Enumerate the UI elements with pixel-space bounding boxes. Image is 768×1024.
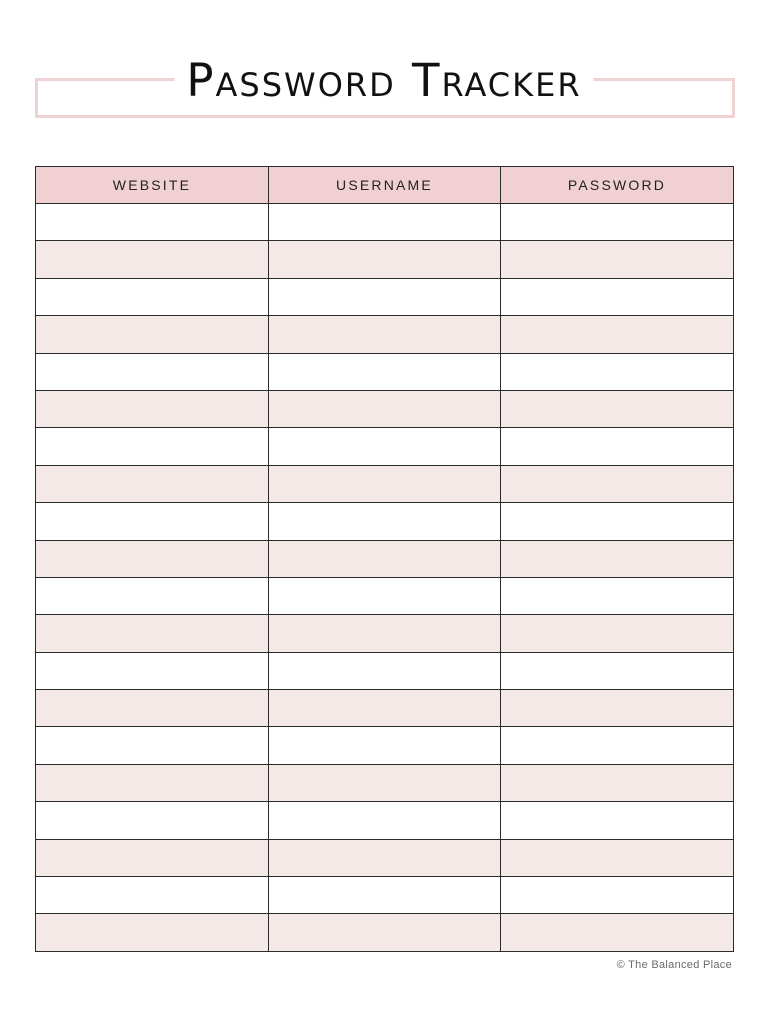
- table-cell-password[interactable]: [501, 839, 734, 876]
- table-cell-password[interactable]: [501, 727, 734, 764]
- table-cell-password[interactable]: [501, 241, 734, 278]
- title-block: [35, 56, 733, 118]
- table-cell-website[interactable]: [36, 839, 269, 876]
- table-cell-website[interactable]: [36, 727, 269, 764]
- table-cell-website[interactable]: [36, 877, 269, 914]
- table-cell-website[interactable]: [36, 615, 269, 652]
- table-cell-username[interactable]: [269, 390, 501, 427]
- table-row: [36, 540, 734, 577]
- table-row: [36, 839, 734, 876]
- table-cell-username[interactable]: [269, 353, 501, 390]
- table-cell-username[interactable]: [269, 764, 501, 801]
- table-cell-password[interactable]: [501, 353, 734, 390]
- table-cell-username[interactable]: [269, 540, 501, 577]
- credit-text: © The Balanced Place: [616, 959, 732, 971]
- table-row: [36, 465, 734, 502]
- table-cell-website[interactable]: [36, 540, 269, 577]
- password-table: [35, 166, 734, 952]
- table-cell-password[interactable]: [501, 540, 734, 577]
- table-cell-password[interactable]: [501, 652, 734, 689]
- table-row: [36, 278, 734, 315]
- table-cell-password[interactable]: [501, 465, 734, 502]
- table-cell-password[interactable]: [501, 690, 734, 727]
- table-row: [36, 241, 734, 278]
- table-cell-username[interactable]: [269, 615, 501, 652]
- column-header-password: PASSWORD: [501, 167, 734, 204]
- table-cell-username[interactable]: [269, 839, 501, 876]
- table-row: [36, 652, 734, 689]
- table-cell-username[interactable]: [269, 428, 501, 465]
- table-cell-username[interactable]: [269, 652, 501, 689]
- table-cell-website[interactable]: [36, 577, 269, 614]
- table-cell-website[interactable]: [36, 503, 269, 540]
- table-header: [36, 167, 734, 204]
- table-cell-password[interactable]: [501, 802, 734, 839]
- table-row: [36, 353, 734, 390]
- table-cell-website[interactable]: [36, 465, 269, 502]
- table-row: [36, 428, 734, 465]
- table-cell-password[interactable]: [501, 503, 734, 540]
- column-header-website: WEBSITE: [36, 167, 269, 204]
- header-row: [36, 167, 734, 204]
- table-cell-website[interactable]: [36, 428, 269, 465]
- table-row: [36, 802, 734, 839]
- table-cell-username[interactable]: [269, 204, 501, 241]
- table-cell-password[interactable]: [501, 204, 734, 241]
- table-cell-password[interactable]: [501, 390, 734, 427]
- table-cell-password[interactable]: [501, 615, 734, 652]
- table-row: [36, 690, 734, 727]
- table-cell-website[interactable]: [36, 353, 269, 390]
- table-cell-password[interactable]: [501, 316, 734, 353]
- column-header-username: USERNAME: [269, 167, 501, 204]
- table-row: [36, 727, 734, 764]
- table-cell-username[interactable]: [269, 316, 501, 353]
- table-row: [36, 204, 734, 241]
- table-cell-website[interactable]: [36, 204, 269, 241]
- table-row: [36, 316, 734, 353]
- table-row: [36, 877, 734, 914]
- page-title: Password Tracker: [174, 56, 593, 106]
- table-cell-username[interactable]: [269, 802, 501, 839]
- table-cell-website[interactable]: [36, 764, 269, 801]
- table-row: [36, 764, 734, 801]
- table-cell-username[interactable]: [269, 727, 501, 764]
- table-cell-username[interactable]: [269, 278, 501, 315]
- table-cell-username[interactable]: [269, 241, 501, 278]
- table-cell-username[interactable]: [269, 877, 501, 914]
- table-cell-website[interactable]: [36, 241, 269, 278]
- table-cell-website[interactable]: [36, 278, 269, 315]
- table-cell-password[interactable]: [501, 577, 734, 614]
- table-cell-website[interactable]: [36, 914, 269, 951]
- table-row: [36, 503, 734, 540]
- table-cell-password[interactable]: [501, 278, 734, 315]
- table-cell-website[interactable]: [36, 652, 269, 689]
- table-cell-website[interactable]: [36, 690, 269, 727]
- table-cell-password[interactable]: [501, 764, 734, 801]
- table-cell-username[interactable]: [269, 914, 501, 951]
- table-cell-username[interactable]: [269, 690, 501, 727]
- table-row: [36, 914, 734, 951]
- table-cell-username[interactable]: [269, 577, 501, 614]
- table-row: [36, 577, 734, 614]
- table-cell-website[interactable]: [36, 316, 269, 353]
- table-cell-username[interactable]: [269, 465, 501, 502]
- table-cell-password[interactable]: [501, 428, 734, 465]
- table-row: [36, 615, 734, 652]
- table-cell-username[interactable]: [269, 503, 501, 540]
- table-body: [36, 204, 734, 952]
- table-cell-website[interactable]: [36, 390, 269, 427]
- table-cell-website[interactable]: [36, 802, 269, 839]
- table-cell-password[interactable]: [501, 914, 734, 951]
- table-row: [36, 390, 734, 427]
- table-cell-password[interactable]: [501, 877, 734, 914]
